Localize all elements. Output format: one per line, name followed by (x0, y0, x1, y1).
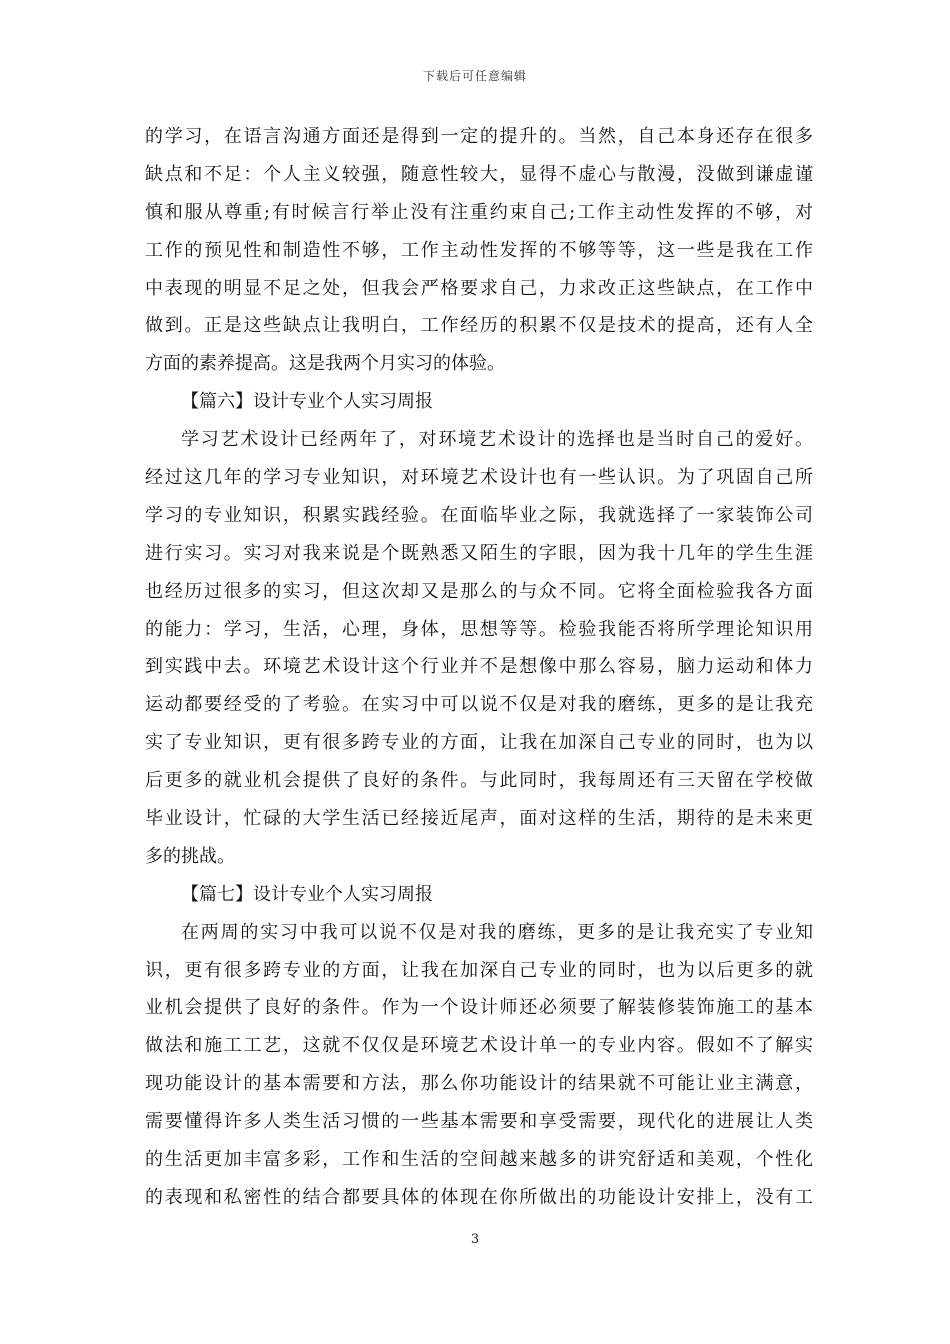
text-line: 学习艺术设计已经两年了，对环境艺术设计的选择也是当时自己的爱好。 (181, 429, 813, 451)
text-line: 进行实习。实习对我来说是个既熟悉又陌生的字眼，因为我十几年的学生生涯 (145, 542, 813, 564)
text-line: 多的挑战。 (145, 845, 235, 867)
text-line: 工作的预见性和制造性不够，工作主动性发挥的不够等等，这一些是我在工作 (145, 239, 813, 261)
text-line: 方面的素养提高。这是我两个月实习的体验。 (145, 353, 505, 375)
text-line: 经过这几年的学习专业知识，对环境艺术设计也有一些认识。为了巩固自己所 (145, 467, 813, 489)
text-line: 【篇七】设计专业个人实习周报 (181, 883, 433, 905)
text-line: 的生活更加丰富多彩，工作和生活的空间越来越多的讲究舒适和美观，个性化 (145, 1149, 813, 1171)
paragraph (145, 118, 813, 383)
text-line: 到实践中去。环境艺术设计这个行业并不是想像中那么容易，脑力运动和体力 (145, 656, 813, 678)
text-line: 在两周的实习中我可以说不仅是对我的磨练，更多的是让我充实了专业知 (181, 921, 813, 943)
text-line: 的能力：学习，生活，心理，身体，思想等等。检验我能否将所学理论知识用 (145, 618, 813, 640)
text-line: 识，更有很多跨专业的方面，让我在加深自己专业的同时，也为以后更多的就 (145, 959, 813, 981)
text-line: 现功能设计的基本需要和方法，那么你功能设计的结果就不可能让业主满意， (145, 1073, 813, 1095)
text-line: 的表现和私密性的结合都要具体的体现在你所做出的功能设计安排上，没有工 (145, 1186, 813, 1208)
text-line: 缺点和不足：个人主义较强，随意性较大，显得不虚心与散漫，没做到谦虚谨 (145, 163, 813, 185)
text-line: 【篇六】设计专业个人实习周报 (181, 391, 433, 413)
section-heading (145, 383, 813, 421)
text-line: 后更多的就业机会提供了良好的条件。与此同时，我每周还有三天留在学校做 (145, 770, 813, 792)
text-line: 实了专业知识，更有很多跨专业的方面，让我在加深自己专业的同时，也为以 (145, 732, 813, 754)
text-line: 运动都要经受的了考验。在实习中可以说不仅是对我的磨练，更多的是让我充 (145, 694, 813, 716)
text-line: 业机会提供了良好的条件。作为一个设计师还必须要了解装修装饰施工的基本 (145, 997, 813, 1019)
text-line: 的学习，在语言沟通方面还是得到一定的提升的。当然，自己本身还存在很多 (145, 126, 813, 147)
section-heading (145, 876, 813, 914)
text-line: 慎和服从尊重;有时候言行举止没有注重约束自己;工作主动性发挥的不够，对 (145, 201, 813, 223)
paragraph (145, 914, 813, 1217)
page-number: 3 (470, 1232, 480, 1247)
paragraph (145, 421, 813, 876)
text-line: 做法和施工工艺，这就不仅仅是环境艺术设计单一的专业内容。假如不了解实 (145, 1035, 813, 1057)
text-line: 需要懂得许多人类生活习惯的一些基本需要和享受需要，现代化的进展让人类 (145, 1111, 813, 1133)
text-line: 也经历过很多的实习，但这次却又是那么的与众不同。它将全面检验我各方面 (145, 580, 813, 602)
document-body (145, 118, 813, 1217)
page-header: 下载后可任意编辑 (422, 69, 527, 83)
text-line: 学习的专业知识，积累实践经验。在面临毕业之际，我就选择了一家装饰公司 (145, 504, 813, 526)
text-line: 做到。正是这些缺点让我明白，工作经历的积累不仅是技术的提高，还有人全 (145, 315, 813, 337)
text-line: 中表现的明显不足之处，但我会严格要求自己，力求改正这些缺点，在工作中 (145, 277, 813, 299)
text-line: 毕业设计，忙碌的大学生活已经接近尾声，面对这样的生活，期待的是未来更 (145, 808, 813, 830)
